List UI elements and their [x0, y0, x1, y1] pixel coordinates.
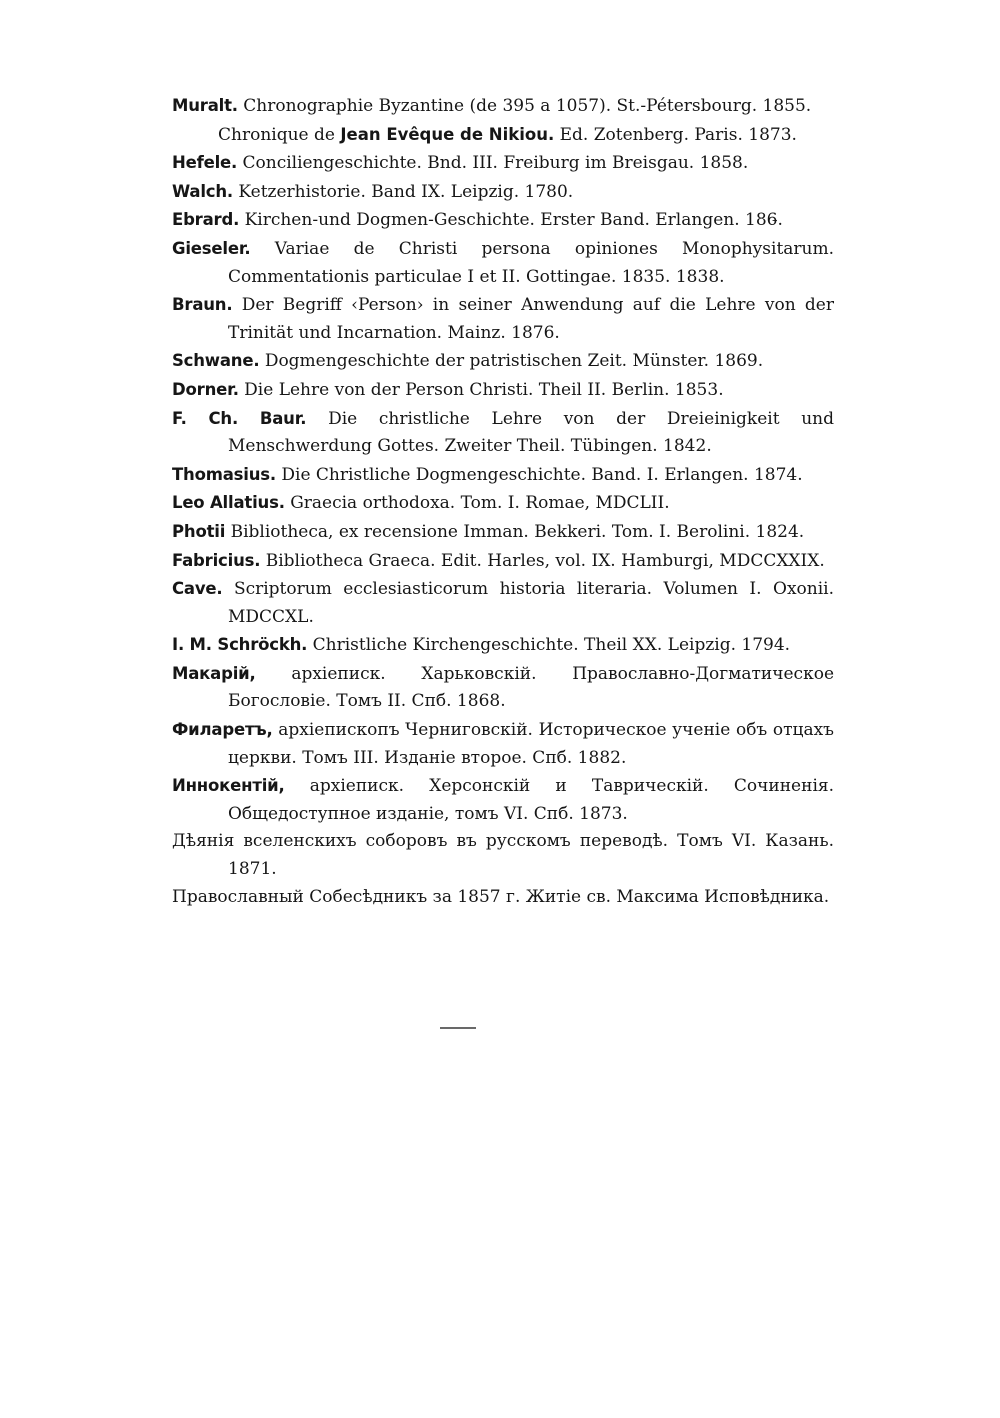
- entry-author: Филаретъ,: [172, 720, 273, 740]
- entry-author: Макарій,: [172, 663, 256, 683]
- bibliography-entry: [172, 121, 834, 150]
- bibliography-entry: [172, 405, 834, 461]
- entry-author: Braun.: [172, 295, 233, 315]
- entry-author: Ebrard.: [172, 210, 240, 230]
- bibliography-entry: [172, 518, 834, 547]
- bibliography-entry: [172, 772, 834, 828]
- bibliography-entry: [172, 575, 834, 631]
- bibliography-entry: [172, 149, 834, 178]
- entry-text: Ed. Zotenberg. Paris. 1873.: [559, 124, 797, 145]
- bibliography-entry: [172, 347, 834, 376]
- bibliography-entry: [172, 716, 834, 772]
- bibliography-entry: [172, 828, 834, 883]
- bibliography-entry: [172, 489, 834, 518]
- entry-author: Cave.: [172, 579, 223, 599]
- entry-author: Thomasius.: [172, 464, 276, 484]
- entry-author: Gieseler.: [172, 238, 251, 258]
- entry-inline-name: Jean Evêque de Nikiou.: [340, 124, 555, 144]
- entry-text: архіеписк. Харьковскій. Православно-Догматическое Богословіе. Томъ II. Спб. 1868.: [228, 663, 835, 712]
- entry-text: Chronique de: [218, 124, 335, 145]
- bibliography-entry: [172, 178, 834, 207]
- bibliography-entry: [172, 206, 834, 235]
- entry-text: Die Lehre von der Person Christi. Theil II. Berlin. 1853.: [244, 379, 724, 400]
- bibliography-entry: [172, 884, 834, 912]
- entry-text: Православный Собесѣдникъ за 1857 г. Житіе св. Максима Исповѣдника.: [172, 886, 830, 907]
- entry-author: Schwane.: [172, 351, 260, 371]
- entry-text: Christliche Kirchengeschichte. Theil XX. Leipzig. 1794.: [312, 635, 791, 656]
- entry-author: Hefele.: [172, 153, 238, 173]
- entry-text: Kirchen-und Dogmen-Geschichte. Erster Band. Erlangen. 186̵.: [244, 210, 783, 231]
- entry-text: Die Christliche Dogmengeschichte. Band. I. Erlangen. 1874.: [281, 464, 803, 485]
- entry-author: F. Ch. Baur.: [172, 408, 307, 428]
- entry-text: Conciliengeschichte. Bnd. III. Freiburg im Breisgau. 1858.: [242, 153, 749, 174]
- entry-author: Dorner.: [172, 379, 239, 399]
- bibliography-entry: [172, 376, 834, 405]
- entry-text: Chronographie Byzantine (de 395 a 1057). St.-Pétersbourg. 1855.: [243, 96, 812, 116]
- bibliography-entry: [172, 631, 834, 660]
- entry-author: Walch.: [172, 181, 233, 201]
- end-rule-divider: [440, 1027, 476, 1029]
- bibliography-entry: [172, 547, 834, 576]
- entry-text: Bibliotheca Graeca. Edit. Harles, vol. IX. Hamburgi, MDCCXXIX.: [265, 550, 825, 571]
- entry-text: Scriptorum ecclesiasticorum historia literaria. Volumen I. Oxonii. MDCCXL.: [228, 579, 835, 627]
- bibliography-entry: [172, 461, 834, 490]
- entry-author: Leo Allatius.: [172, 493, 285, 513]
- bibliography-entry: [172, 660, 834, 716]
- entry-author: Muralt.: [172, 96, 238, 115]
- bibliography-entry: [172, 235, 834, 291]
- entry-text: архіеписк. Херсонскій и Таврическій. Сочиненія. Общедоступное изданіе, томъ VI. Спб. 1873.: [228, 776, 835, 824]
- entry-text: Дѣянія вселенскихъ соборовъ въ русскомъ переводѣ. Томъ VI. Казань. 1871.: [172, 831, 834, 880]
- entry-author: Fabricius.: [172, 550, 261, 570]
- bibliography-list: [172, 92, 834, 911]
- entry-text: архіепископъ Черниговскій. Историческое ученіе объ отцахъ церкви. Томъ III. Изданіе второе. Спб. 1882.: [228, 720, 834, 768]
- bibliography-entry: [172, 291, 834, 347]
- entry-text: Der Begriff ‹Person› in seiner Anwendung auf die Lehre von der Trinität und Incarnation. Mainz. 1876.: [228, 295, 834, 343]
- entry-text: Die christliche Lehre von der Dreieinigkeit und Menschwerdung Gottes. Zweiter Theil. Tübingen. 1842.: [228, 408, 835, 457]
- entry-text: Dogmengeschichte der patristischen Zeit. Münster. 1869.: [264, 351, 764, 372]
- entry-author: Иннокентій,: [172, 776, 285, 796]
- entry-author: Photii: [172, 521, 226, 541]
- entry-text: Variae de Christi persona opiniones Monophysitarum. Commentationis particulae I et II. Gottingae. 1835. 1838.: [228, 238, 835, 287]
- entry-text: Ketzerhistorie. Band IX. Leipzig. 1780.: [238, 181, 574, 202]
- bibliography-entry: [172, 92, 834, 121]
- entry-text: Graecia orthodoxa. Tom. I. Romae, MDCLII.: [290, 493, 670, 514]
- entry-text: Bibliotheca, ex recensione Imman. Bekkeri. Tom. I. Berolini. 1824.: [230, 521, 805, 542]
- entry-author: I. M. Schröckh.: [172, 635, 308, 655]
